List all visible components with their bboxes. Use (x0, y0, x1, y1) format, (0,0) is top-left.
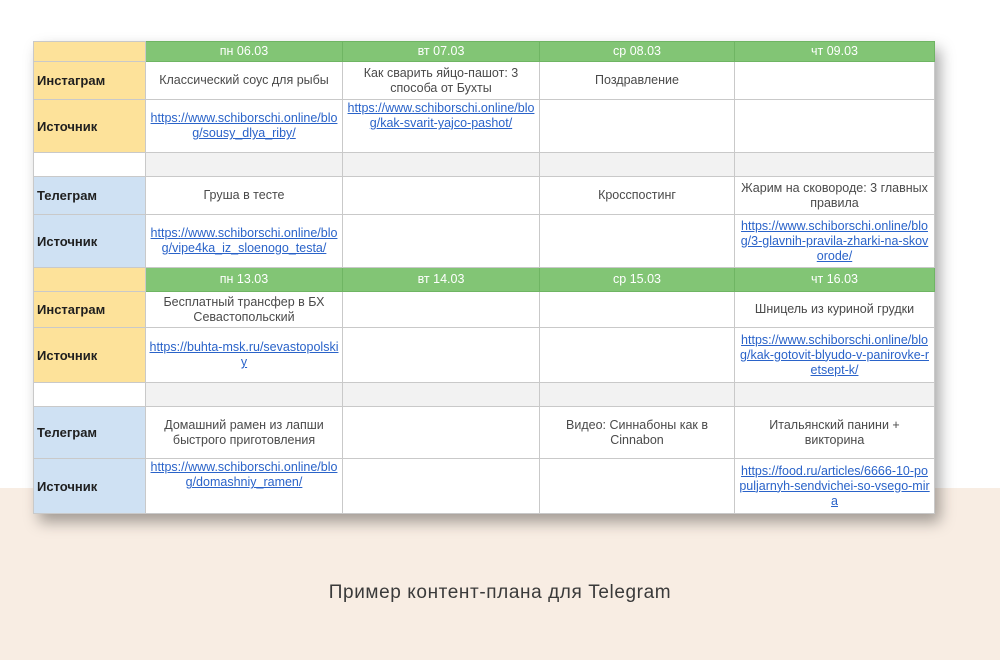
source-link[interactable]: https://www.schiborschi.online/blog/3-glavnih-pravila-zharki-na-skovorode/ (740, 218, 929, 263)
post-topic-cell[interactable]: Кросспостинг (540, 177, 735, 215)
row-label-telegram[interactable]: Телеграм (34, 407, 146, 459)
source-cell[interactable] (343, 100, 540, 152)
table-row (34, 459, 935, 514)
post-topic-cell[interactable]: Груша в тесте (146, 177, 343, 215)
table-row (34, 407, 935, 459)
source-cell[interactable] (540, 215, 735, 267)
empty-cell[interactable] (540, 382, 735, 406)
empty-cell[interactable] (343, 152, 540, 176)
header-corner-cell (34, 267, 146, 291)
source-cell[interactable] (540, 100, 735, 152)
spacer-row (34, 152, 935, 176)
row-label-instagram[interactable]: Инстаграм (34, 292, 146, 328)
source-cell[interactable] (146, 328, 343, 382)
source-cell[interactable] (540, 459, 735, 514)
row-label-source[interactable]: Источник (34, 328, 146, 382)
source-cell[interactable] (735, 459, 935, 514)
source-cell[interactable] (146, 215, 343, 267)
row-label-telegram[interactable]: Телеграм (34, 177, 146, 215)
post-topic-cell[interactable] (343, 177, 540, 215)
source-cell[interactable] (735, 100, 935, 152)
source-link[interactable]: https://www.schiborschi.online/blog/kak-gotovit-blyudo-v-panirovke-retsept-k/ (740, 332, 929, 377)
table-row (34, 62, 935, 100)
table-row (34, 100, 935, 152)
post-topic-cell[interactable]: Жарим на сковороде: 3 главных правила (735, 177, 935, 215)
source-cell[interactable] (540, 328, 735, 382)
source-link[interactable]: https://buhta-msk.ru/sevastopolskiy (149, 340, 339, 370)
post-topic-cell[interactable] (343, 407, 540, 459)
source-cell[interactable] (735, 328, 935, 382)
table-row (34, 177, 935, 215)
row-label-source[interactable]: Источник (34, 215, 146, 267)
day-header[interactable]: пн 06.03 (146, 42, 343, 62)
day-header[interactable]: ср 15.03 (540, 267, 735, 291)
empty-cell[interactable] (343, 382, 540, 406)
header-corner-cell (34, 42, 146, 62)
row-label-source[interactable]: Источник (34, 100, 146, 152)
day-header[interactable]: пн 13.03 (146, 267, 343, 291)
post-topic-cell[interactable]: Итальянский панини + викторина (735, 407, 935, 459)
post-topic-cell[interactable] (735, 62, 935, 100)
content-plan-sheet (33, 41, 934, 514)
post-topic-cell[interactable]: Бесплатный трансфер в БХ Севастопольский (146, 292, 343, 328)
source-cell[interactable] (146, 100, 343, 152)
row-label-source[interactable]: Источник (34, 459, 146, 514)
day-header[interactable]: вт 07.03 (343, 42, 540, 62)
image-caption: Пример контент-плана для Telegram (328, 582, 672, 603)
post-topic-cell[interactable] (343, 292, 540, 328)
table-row (34, 328, 935, 382)
week1-header-row (34, 42, 935, 62)
post-topic-cell[interactable]: Классический соус для рыбы (146, 62, 343, 100)
table-row (34, 292, 935, 328)
week2-header-row (34, 267, 935, 291)
empty-cell[interactable] (735, 382, 935, 406)
source-cell[interactable] (146, 459, 343, 514)
source-cell[interactable] (735, 215, 935, 267)
source-cell[interactable] (343, 215, 540, 267)
day-header[interactable]: ср 08.03 (540, 42, 735, 62)
source-cell[interactable] (343, 459, 540, 514)
source-link[interactable]: https://www.schiborschi.online/blog/sousy_dlya_riby/ (150, 111, 338, 141)
post-topic-cell[interactable]: Видео: Синнабоны как в Cinnabon (540, 407, 735, 459)
empty-cell[interactable] (34, 382, 146, 406)
post-topic-cell[interactable]: Шницель из куриной грудки (735, 292, 935, 328)
post-topic-cell[interactable]: Как сварить яйцо-пашот: 3 способа от Бухты (343, 62, 540, 100)
empty-cell[interactable] (146, 152, 343, 176)
spacer-row (34, 382, 935, 406)
source-cell[interactable] (343, 328, 540, 382)
content-plan-table (33, 41, 935, 514)
source-link[interactable]: https://www.schiborschi.online/blog/vipe4ka_iz_sloenogo_testa/ (150, 226, 338, 256)
post-topic-cell[interactable]: Домашний рамен из лапши быстрого приготовления (146, 407, 343, 459)
post-topic-cell[interactable] (540, 292, 735, 328)
empty-cell[interactable] (735, 152, 935, 176)
row-label-instagram[interactable]: Инстаграм (34, 62, 146, 100)
empty-cell[interactable] (146, 382, 343, 406)
empty-cell[interactable] (34, 152, 146, 176)
source-link[interactable]: https://www.schiborschi.online/blog/kak-svarit-yajco-pashot/ (347, 101, 535, 131)
source-link[interactable]: https://www.schiborschi.online/blog/domashniy_ramen/ (150, 460, 338, 490)
day-header[interactable]: чт 09.03 (735, 42, 935, 62)
day-header[interactable]: чт 16.03 (735, 267, 935, 291)
table-row (34, 215, 935, 267)
source-link[interactable]: https://food.ru/articles/6666-10-populjarnyh-sendvichei-so-vsego-mira (739, 463, 930, 508)
day-header[interactable]: вт 14.03 (343, 267, 540, 291)
post-topic-cell[interactable]: Поздравление (540, 62, 735, 100)
empty-cell[interactable] (540, 152, 735, 176)
